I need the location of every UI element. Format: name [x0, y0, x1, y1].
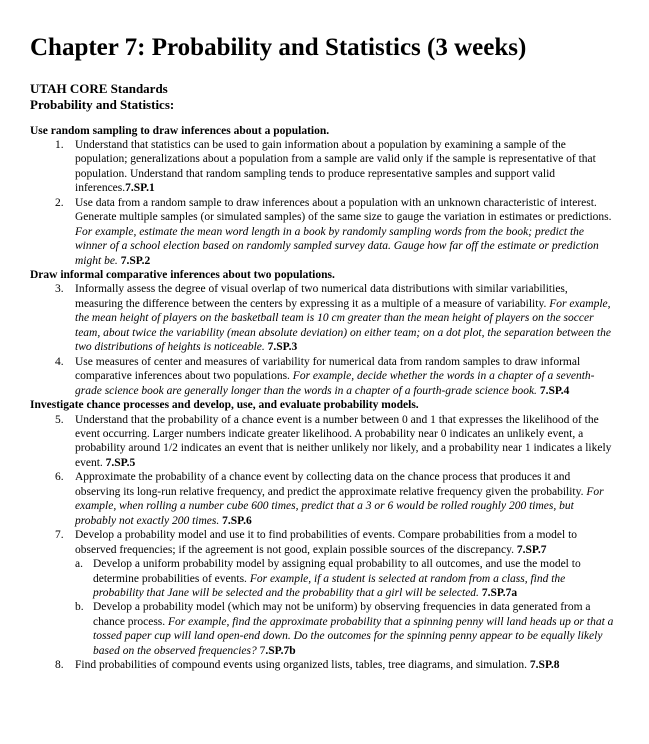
page-title: Chapter 7: Probability and Statistics (3 weeks) [30, 34, 527, 61]
text-run: For example, the mean height of players on the basketball team is 10 cm greater than the mean height of players on the soccer team, about twice the variability (mean absolute deviation) on either team; on a dot plot, the separation between the two distributions of heights is noticeable. [75, 297, 611, 354]
text-run: .SP.7b [265, 644, 296, 657]
text-run: 7.SP.2 [120, 254, 151, 267]
text-run: Understand that the probability of a chance event is a number between 0 and 1 that expresses the likelihood of the event occurring. Larger numbers indicate greater likelihood. A probability near 0 indicates an unlikely event, a probability around 1/2 indicates an event that is neither unlikely nor likely, and a probability near 1 indicates a likely event. [75, 413, 612, 469]
text-run: For example, find the approximate probability that a spinning penny will land heads up or that a tossed paper cup will land open-end down. Do the outcomes for the spinning penny appear to be equally likely based on the observed frequencies? [93, 615, 614, 657]
text-run: 7.SP.7 [516, 543, 547, 556]
item-number: 1. [55, 138, 64, 151]
standard-strand-header: Use random sampling to draw inferences about a population. [30, 124, 330, 137]
item-text [75, 658, 615, 672]
standards-section [30, 398, 615, 673]
standard-item [30, 355, 615, 398]
standard-subitem [75, 557, 615, 600]
text-run: For example, estimate the mean word length in a book by randomly sampling words from the book; predict the winner of a school election based on randomly sampled survey data. Gauge how far off the estimate or prediction might be. [75, 225, 599, 267]
standard-item [30, 138, 615, 196]
subitem-text [93, 600, 615, 658]
standard-item [30, 282, 615, 354]
text-run: For example, decide whether the words in a chapter of a seventh-grade science book are generally longer than the words in a chapter of a fourth-grade science book. [75, 370, 595, 397]
item-number: 2. [55, 196, 64, 209]
standard-item [30, 470, 615, 528]
item-number: 5. [55, 413, 64, 426]
text-run: Develop a uniform probability model by assigning equal probability to all outcomes, and use the model to determine probabilities of events. [93, 558, 581, 585]
subitem-letter: b. [75, 601, 84, 614]
standard-item [30, 196, 615, 268]
standard-item [30, 528, 615, 658]
text-run: Use measures of center and measures of variability for numerical data from random samples to draw informal comparative inferences about two populations. [75, 355, 581, 383]
standards-sections [30, 124, 615, 673]
text-run: 7.SP.5 [105, 456, 136, 469]
item-text [75, 355, 615, 398]
item-text [75, 413, 615, 471]
item-number: 7. [55, 529, 64, 542]
text-run: For example, if a student is selected at random from a class, find the probability that Jane will be selected and the probability that a girl will be selected. [93, 572, 566, 599]
text-run: Develop a probability model and use it to find probabilities of events. Compare probabilities from a model to observed frequencies; if the agreement is not good, explain possible sources of the discrepancy. [75, 529, 578, 556]
subitem-letter: a. [75, 558, 83, 571]
item-number: 6. [55, 471, 64, 484]
core-standards-heading: UTAH CORE Standards [30, 80, 168, 96]
standard-subitem [75, 600, 615, 658]
subitem-text [93, 557, 615, 600]
text-run: 7.SP.7a [481, 587, 518, 599]
item-number: 3. [55, 283, 64, 296]
text-run: 7.SP.3 [267, 341, 298, 354]
standard-strand-header: Investigate chance processes and develop, use, and evaluate probability models. [30, 399, 419, 412]
item-number: 8. [55, 659, 64, 672]
text-run: Informally assess the degree of visual overlap of two numerical data distributions with similar variabilities, measuring the difference between the centers by expressing it as a multiple of a measure of variability. [75, 283, 568, 310]
standards-section [30, 268, 615, 398]
text-run: Find probabilities of compound events using organized lists, tables, tree diagrams, and simulation. [75, 659, 530, 672]
text-run: Understand that statistics can be used to gain information about a population by examining a sample of the population; generalizations about a population from a sample are valid only if the sample is representative of that population. Understand that random sampling tends to produce representative samples and support valid inferences. [75, 138, 596, 195]
core-standards-subject: Probability and Statistics: [30, 96, 175, 112]
item-text [75, 528, 615, 658]
text-run: 7.SP.4 [539, 384, 570, 397]
standard-strand-header: Draw informal comparative inferences about two populations. [30, 269, 335, 282]
standards-section [30, 124, 615, 269]
standards-heading-block [30, 81, 615, 113]
item-text [75, 138, 615, 196]
standard-item [30, 413, 615, 471]
item-number: 4. [55, 355, 64, 368]
item-text [75, 282, 615, 354]
text-run: 7.SP.6 [222, 514, 252, 527]
text-run: For example, when rolling a number cube 600 times, predict that a 3 or 6 would be rolled roughly 200 times, but probably not exactly 200 times. [75, 485, 604, 527]
text-run: Use data from a random sample to draw inferences about a population with an unknown characteristic of interest. Generate multiple samples (or simulated samples) of the same size to gauge the variation in estimates or predictions. [75, 196, 612, 224]
text-run: 7.SP.1 [125, 182, 155, 195]
item-text [75, 470, 615, 528]
standard-item [30, 658, 615, 672]
text-run: Develop a probability model (which may not be uniform) by observing frequencies in data generated from a chance process. [93, 601, 591, 628]
text-run: 7 [259, 644, 266, 657]
item-text [75, 196, 615, 268]
text-run: Approximate the probability of a chance event by collecting data on the chance process that produces it and observing its long-run relative frequency, and predict the approximate relative frequency given the probability. [75, 471, 587, 498]
text-run: 7.SP.8 [529, 659, 560, 672]
